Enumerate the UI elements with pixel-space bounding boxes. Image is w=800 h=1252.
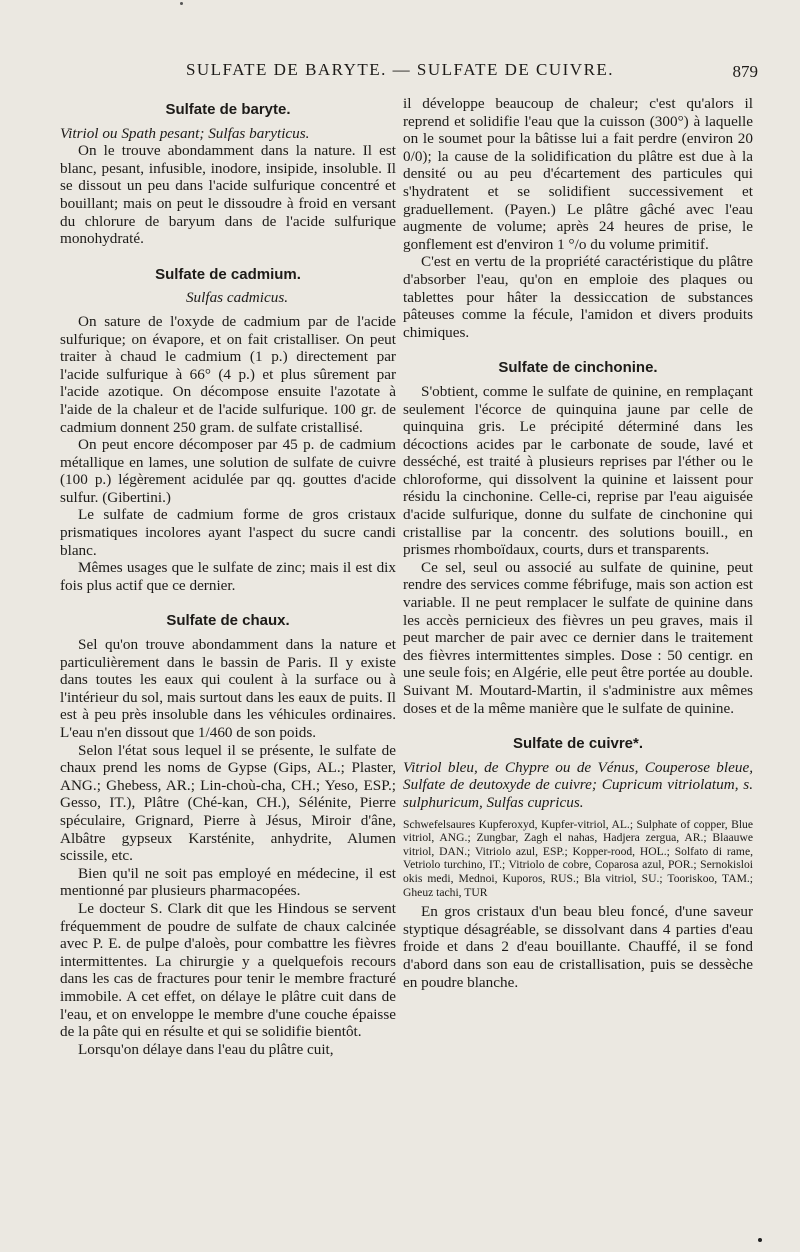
paragraph: Le sulfate de cadmium forme de gros cristaux prismatiques incolores ayant l'aspect du sucre candi blanc. bbox=[60, 506, 396, 559]
paragraph: Bien qu'il ne soit pas employé en médecine, il est mentionné par plusieurs pharmacopées. bbox=[60, 864, 396, 900]
paragraph: Ce sel, seul ou associé au sulfate de quinine, peut rendre des services comme fébrifuge, mais son action est variable. Il ne peut remplacer le sulfate de quinine dans les accès pernicieux des fièvres un peu graves, mais il peut marcher de pair avec ce dernier dans le traitement des fièvres intermittentes simples. Dose : 50 centigr. en une seule fois; en Algérie, elle peut être portée au double. Suivant M. Moutard-Martin, il s'administre aux mêmes doses et de la même manière que le sulfate de quinine. bbox=[403, 558, 753, 717]
paragraph: En gros cristaux d'un beau bleu foncé, d'une saveur styptique désagréable, se dissolvant dans 4 parties d'eau froide et dans 2 d'eau bouillante. Chauffé, il se fond d'abord dans son eau de cristallisation, puis se dessèche en poudre blanche. bbox=[403, 903, 753, 991]
paragraph: S'obtient, comme le sulfate de quinine, en remplaçant seulement l'écorce de quinquina jaune par celle de quinquina gris. Le précipité déterminé dans les décoctions acides par le carbonate de soude, lavé et desséché, est traité à plusieurs reprises par l'éther ou le chloroforme, qui dissolvent la quinine et laissent pour résidu la cinchonine. Celle-ci, reprise par l'eau aiguisée d'acide sulfurique, donne du sulfate de cinchonine qui cristallise par la concentr. des solutions bouill., en prismes rhomboïdaux, courts, durs et transparents. bbox=[403, 382, 753, 559]
ink-dot bbox=[758, 1238, 762, 1242]
synonyms-cuivre: Vitriol bleu, de Chypre ou de Vénus, Couperose bleue, Sulfate de deutoxyde de cuivre; Cupricum vitriolatum, s. sulphuricum, Sulfas cupricus. bbox=[403, 758, 753, 811]
section-title-chaux: Sulfate de chaux. bbox=[166, 612, 290, 630]
paragraph: On sature de l'oxyde de cadmium par de l'acide sulfurique; on évapore, et on fait cristalliser. On peut traiter à chaud le cadmium (1 p.) directement par l'acide sulfurique à 66° (4 p.) et plus sûrement par l'acide azotique. On décompose ensuite l'azotate à l'aide de la chaleur et de l'acide sulfurique. 100 gr. de cadmium donnent 250 gram. de sulfate cristallisé. bbox=[60, 312, 396, 436]
synonyms-cadmium: Sulfas cadmicus. bbox=[185, 289, 289, 307]
paragraph: On peut encore décomposer par 45 p. de cadmium métallique en lames, une solution de sulfate de cuivre (100 p.) légèrement acidulée par qq. gouttes d'acide sulfur. (Gibertini.) bbox=[60, 436, 396, 506]
paragraph: Mêmes usages que le sulfate de zinc; mais il est dix fois plus actif que ce dernier. bbox=[60, 559, 396, 594]
page-number: 879 bbox=[732, 62, 758, 81]
synonyms-baryte: Vitriol ou Spath pesant; Sulfas baryticus. bbox=[60, 124, 310, 142]
section-title-cadmium: Sulfate de cadmium. bbox=[155, 265, 301, 283]
right-column bbox=[403, 95, 753, 991]
paragraph: On le trouve abondamment dans la nature. Il est blanc, pesant, infusible, inodore, insipide, insoluble. Il se dissout un peu dans l'acide sulfurique concentré et bouillant; mais on peut le dissoudre à froid en versant du chlorure de baryum dans de l'acide sulfurique monohydraté. bbox=[60, 142, 396, 248]
paragraph: Selon l'état sous lequel il se présente, le sulfate de chaux prend les noms de Gypse (Gips, AL.; Plaster, ANG.; Ghebess, AR.; Lin-choù-cha, CH.; Yeso, ESP.; Gesso, IT.), Plâtre (Ché-kan, CH.), Sélénite, Pierre spéculaire, Grignard, Pierre à Jésus, Miroir d'âne, Albâtre gypseux Karsténite, anhydrite, Alumen scissile, etc. bbox=[60, 741, 396, 865]
paragraph: Le docteur S. Clark dit que les Hindous se servent fréquemment de poudre de sulfate de chaux calcinée avec P. E. de pulpe d'aloès, pour combattre les fièvres intermittentes. La chirurgie y a quelquefois recours dans les cas de fractures pour tenir le membre fracturé immobile. A cet effet, on délaye le plâtre cuit dans de l'eau, et on enveloppe le membre d'une couche épaisse de la pâte qui en résulte et qui se solidifie bientôt. bbox=[60, 899, 396, 1041]
foreign-names-cuivre: Schwefelsaures Kupferoxyd, Kupfer-vitriol, AL.; Sulphate of copper, Blue vitriol, ANG.; Zungbar, Zagh el nahas, Hadjera zergua, AR.; Blaauwe vitriol, DAN.; Vitriolo azul, ESP.; Kopper-rood, HOL.; Solfato di rame, Vetriolo turchino, IT.; Vitriolo de cobre, Coparosa azul, POR.; Sernokisloi okis medi, Mednoi, Kuporos, RUS.; Bla vitriol, SU.; Tooriskoo, TAM.; Gheuz tachi, TUR bbox=[403, 817, 753, 899]
paragraph: il développe beaucoup de chaleur; c'est qu'alors il reprend et solidifie l'eau que la cuisson (300°) à laquelle on le soumet pour la bâtisse lui a fait perdre (environ 20 0/0); la cause de la solidification du plâtre est due à la densité ou au peu d'écartement des particules qui s'hydratent et se solidifient successivement et graduellement. (Payen.) Le plâtre gâché avec l'eau augmente de volume; après 24 heures de prise, le gonflement est d'environ 1 °/o du volume primitif. bbox=[403, 95, 753, 253]
paragraph: C'est en vertu de la propriété caractéristique du plâtre d'absorber l'eau, qu'on en emploie des plaques ou tablettes pour hâter la dessiccation de substances pâteuses comme la fécule, l'amidon et divers produits chimiques. bbox=[403, 253, 753, 341]
section-title-cinchonine: Sulfate de cinchonine. bbox=[498, 359, 658, 377]
section-title-baryte: Sulfate de baryte. bbox=[165, 101, 291, 118]
paragraph: Lorsqu'on délaye dans l'eau du plâtre cuit, bbox=[78, 1040, 334, 1058]
paragraph: Sel qu'on trouve abondamment dans la nature et particulièrement dans le bassin de Paris. Il y existe dans toutes les eaux qui coulent à la surface ou à l'intérieur du sol, mais surtout dans les eaux de puits. Il est à peu près insoluble dans les véhicules ordinaires. L'eau n'en dissout que 1/460 de son poids. bbox=[60, 636, 396, 741]
running-title: SULFATE DE BARYTE. — SULFATE DE CUIVRE. bbox=[185, 60, 615, 79]
section-title-cuivre: Sulfate de cuivre*. bbox=[512, 735, 644, 753]
speck-mark bbox=[180, 2, 183, 5]
left-column bbox=[60, 95, 396, 1058]
